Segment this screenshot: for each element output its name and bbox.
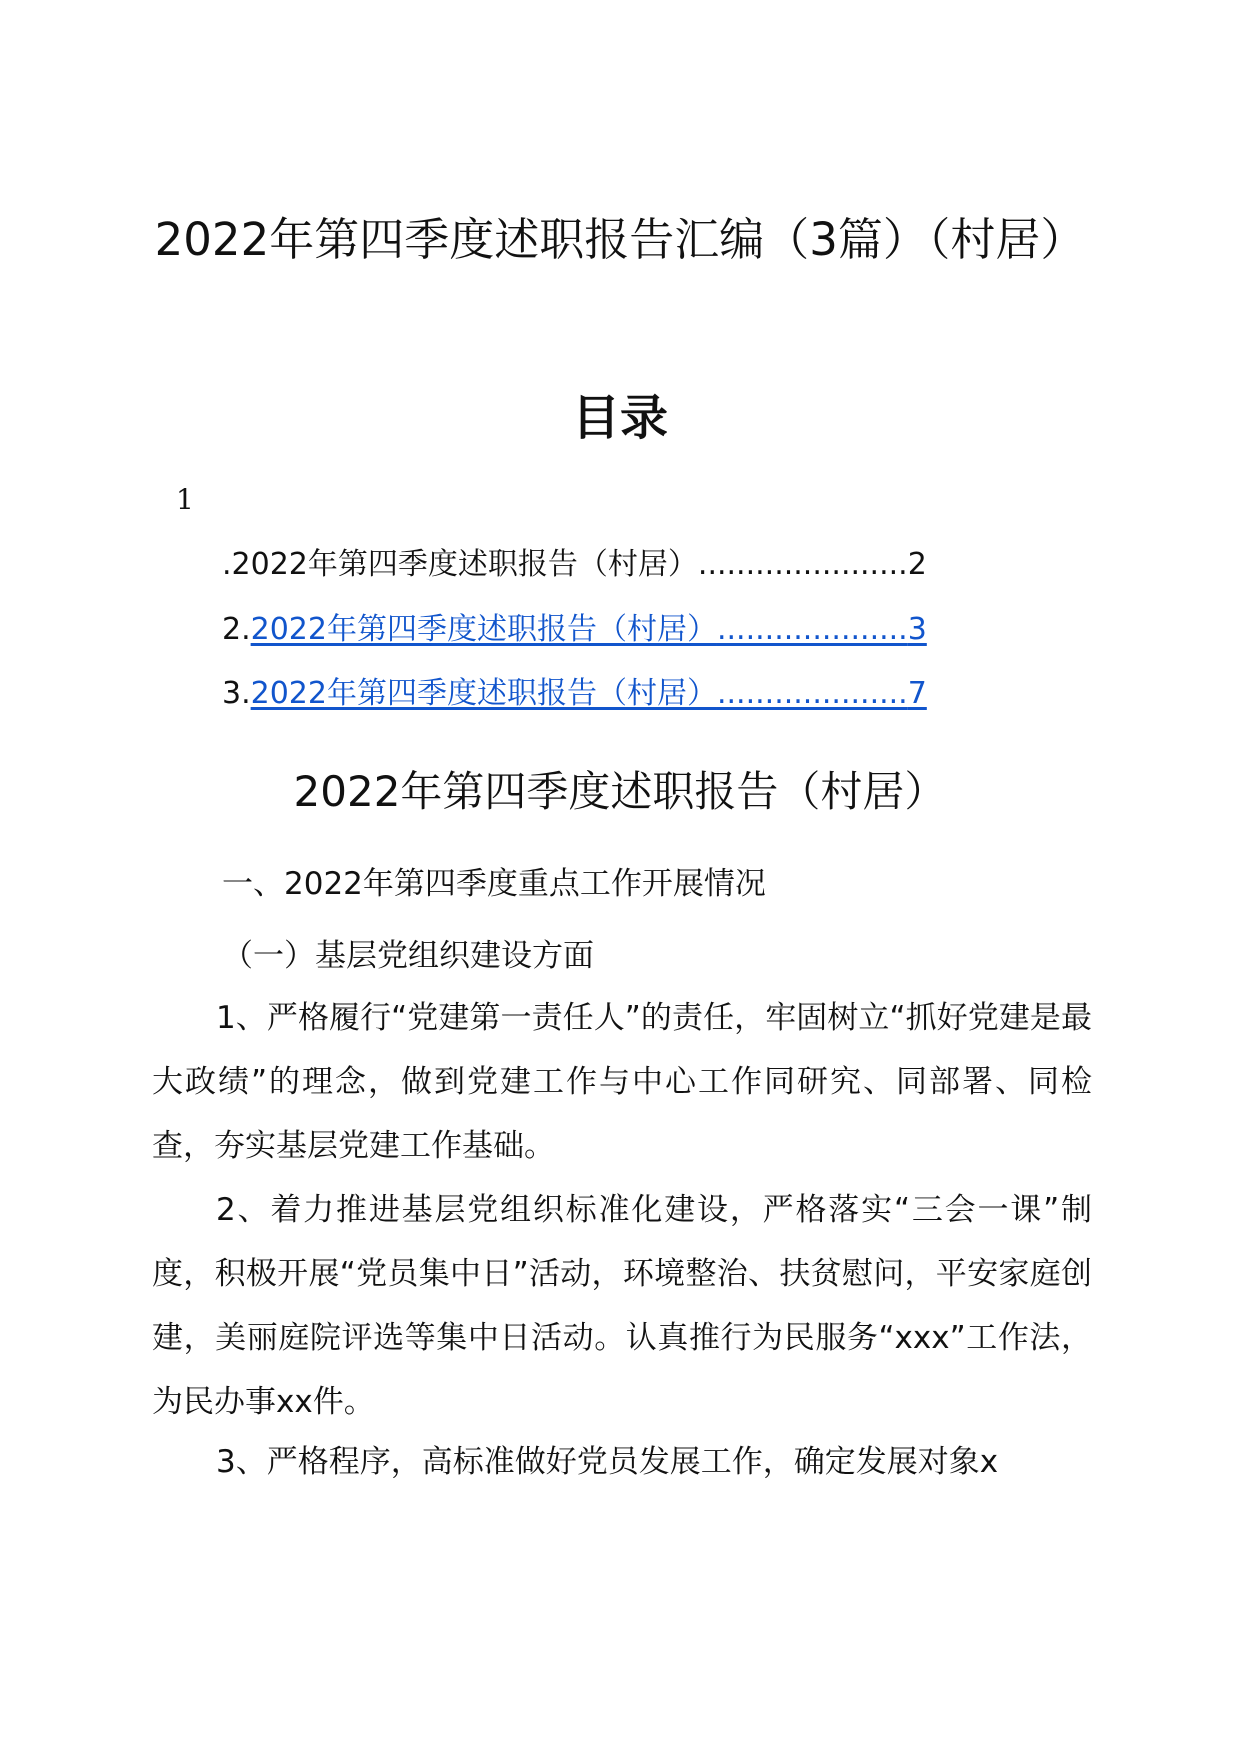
toc-entry-prefix: . (222, 547, 232, 582)
toc-entry-page: 3 (907, 612, 927, 647)
heading-level-2: （一）基层党组织建设方面 (222, 938, 594, 974)
toc-entry-dots: .................... (716, 612, 908, 647)
toc-entry-page: 7 (907, 676, 927, 711)
toc-entry-link[interactable] (251, 612, 927, 647)
toc-entry-prefix: 2. (222, 612, 251, 647)
toc-entry-1[interactable] (222, 545, 927, 585)
toc-stray-number: 1 (176, 483, 194, 516)
toc-entry-2 (222, 610, 927, 650)
toc-entry-prefix: 3. (222, 676, 251, 711)
paragraph-2: 2、着力推进基层党组织标准化建设，严格落实“三会一课”制度，积极开展“党员集中日”活动，环境整治、扶贫慰问，平安家庭创建，美丽庭院评选等集中日活动。认真推行为民服务“xxx”工作法，为民办事xx件。 (152, 1192, 1092, 1420)
toc-entry-dots: .................... (716, 676, 908, 711)
toc-entry-3 (222, 674, 927, 714)
toc-entry-page: 2 (907, 547, 927, 582)
document-title: 2022年第四季度述职报告汇编（3篇）（村居） (154, 213, 1086, 266)
toc-entry-text: 2022年第四季度述职报告（村居） (250, 612, 717, 647)
toc-entry-dots: ...................... (697, 547, 908, 582)
paragraph-1: 1、严格履行“党建第一责任人”的责任，牢固树立“抓好党建是最大政绩”的理念，做到党建工作与中心工作同研究、同部署、同检查，夯实基层党建工作基础。 (152, 1000, 1092, 1164)
heading-level-1: 一、2022年第四季度重点工作开展情况 (222, 866, 766, 902)
toc-heading: 目录 (571, 390, 668, 446)
toc-entry-text: 2022年第四季度述职报告（村居） (231, 547, 698, 582)
toc-entry-text: 2022年第四季度述职报告（村居） (250, 676, 717, 711)
paragraph-3: 3、严格程序，高标准做好党员发展工作，确定发展对象x (216, 1444, 999, 1480)
toc-entry-link[interactable] (251, 676, 927, 711)
section-title: 2022年第四季度述职报告（村居） (293, 767, 947, 816)
